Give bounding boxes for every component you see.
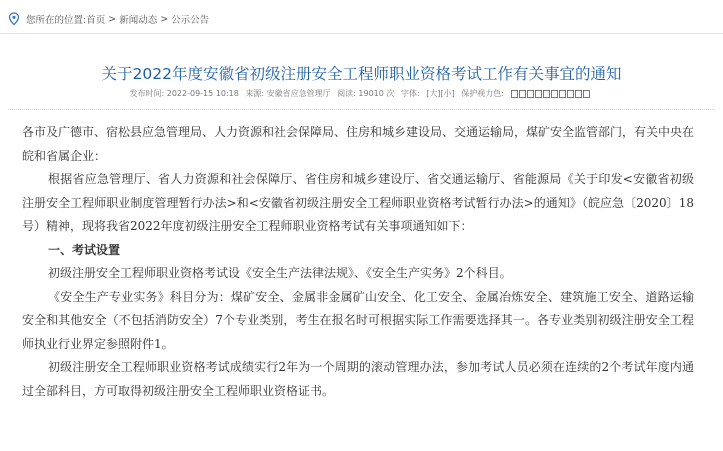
article-paragraph: 初级注册安全工程师职业资格考试设《安全生产法律法规》、《安全生产实务》2个科目。 [48, 266, 512, 280]
color-swatch[interactable] [543, 90, 550, 98]
breadcrumb-news-link[interactable]: 新闻动态 [119, 15, 158, 26]
article-meta [0, 88, 723, 99]
eye-protection-label: 保护视力色: [461, 89, 504, 98]
color-swatch[interactable] [551, 90, 558, 98]
font-small-button[interactable]: [小] [440, 89, 455, 98]
article-paragraph-salutation: 各市及广德市、宿松县应急管理局、人力资源和社会保障局、住房和城乡建设局、交通运输局，煤矿安全监管部门，有关中央在皖和省属企业： [22, 125, 695, 163]
color-swatch[interactable] [583, 90, 590, 98]
breadcrumb-divider [0, 33, 723, 34]
view-count: 阅读: 19010 次 [337, 89, 395, 98]
font-size-control [401, 89, 457, 98]
article-paragraph: 初级注册安全工程师职业资格考试成绩实行2年为一个周期的滚动管理办法，参加考试人员必须在连续的2个考试年度内通过全部科目，方可取得初级注册安全工程师职业资格证书。 [22, 360, 694, 398]
eye-protection-color-swatches [511, 90, 590, 98]
article-title: 关于2022年度安徽省初级注册安全工程师职业资格考试工作有关事宜的通知 [101, 65, 622, 84]
article-body [22, 121, 694, 403]
breadcrumb-announcements-link[interactable]: 公示公告 [171, 15, 210, 26]
breadcrumb-separator: > [108, 13, 117, 25]
color-swatch[interactable] [519, 90, 526, 98]
color-swatch[interactable] [527, 90, 534, 98]
article-paragraph: 根据省应急管理厅、省人力资源和社会保障厅、省住房和城乡建设厅、省交通运输厅、省能源局《关于印发<安徽省初级注册安全工程师职业制度管理暂行办法>和<安徽省初级注册安全工程师职业资格考试暂行办法>的通知》（皖应急〔2020〕18号）精神，现将我省2022年度初级注册安全工程师职业资格考试有关事项通知如下： [22, 172, 694, 233]
color-swatch[interactable] [567, 90, 574, 98]
color-swatch[interactable] [575, 90, 582, 98]
breadcrumb-separator: > [160, 13, 169, 25]
color-swatch[interactable] [535, 90, 542, 98]
color-swatch[interactable] [559, 90, 566, 98]
article-source: 来源: 安徽省应急管理厅 [245, 89, 331, 98]
article-paragraph: 《安全生产专业实务》科目分为：煤矿安全、金属非金属矿山安全、化工安全、金属冶炼安全、建筑施工安全、道路运输安全和其他安全（不包括消防安全）7个专业类别，考生在报名时可根据实际工作需要选择其一。各专业类别初级注册安全工程师执业行业界定参照附件1。 [22, 289, 694, 351]
title-divider [8, 109, 715, 110]
location-pin-icon [8, 12, 20, 26]
breadcrumb-home-link[interactable]: 首页 [86, 15, 106, 26]
breadcrumb-prefix: 您所在的位置: [26, 15, 87, 26]
breadcrumb [8, 10, 209, 28]
font-large-button[interactable]: [大] [426, 89, 441, 98]
section-heading: 一、考试设置 [48, 242, 121, 257]
font-size-label: 字体: [400, 89, 420, 98]
color-swatch[interactable] [511, 90, 518, 98]
publish-time: 发布时间: 2022-09-15 10:18 [129, 89, 239, 98]
